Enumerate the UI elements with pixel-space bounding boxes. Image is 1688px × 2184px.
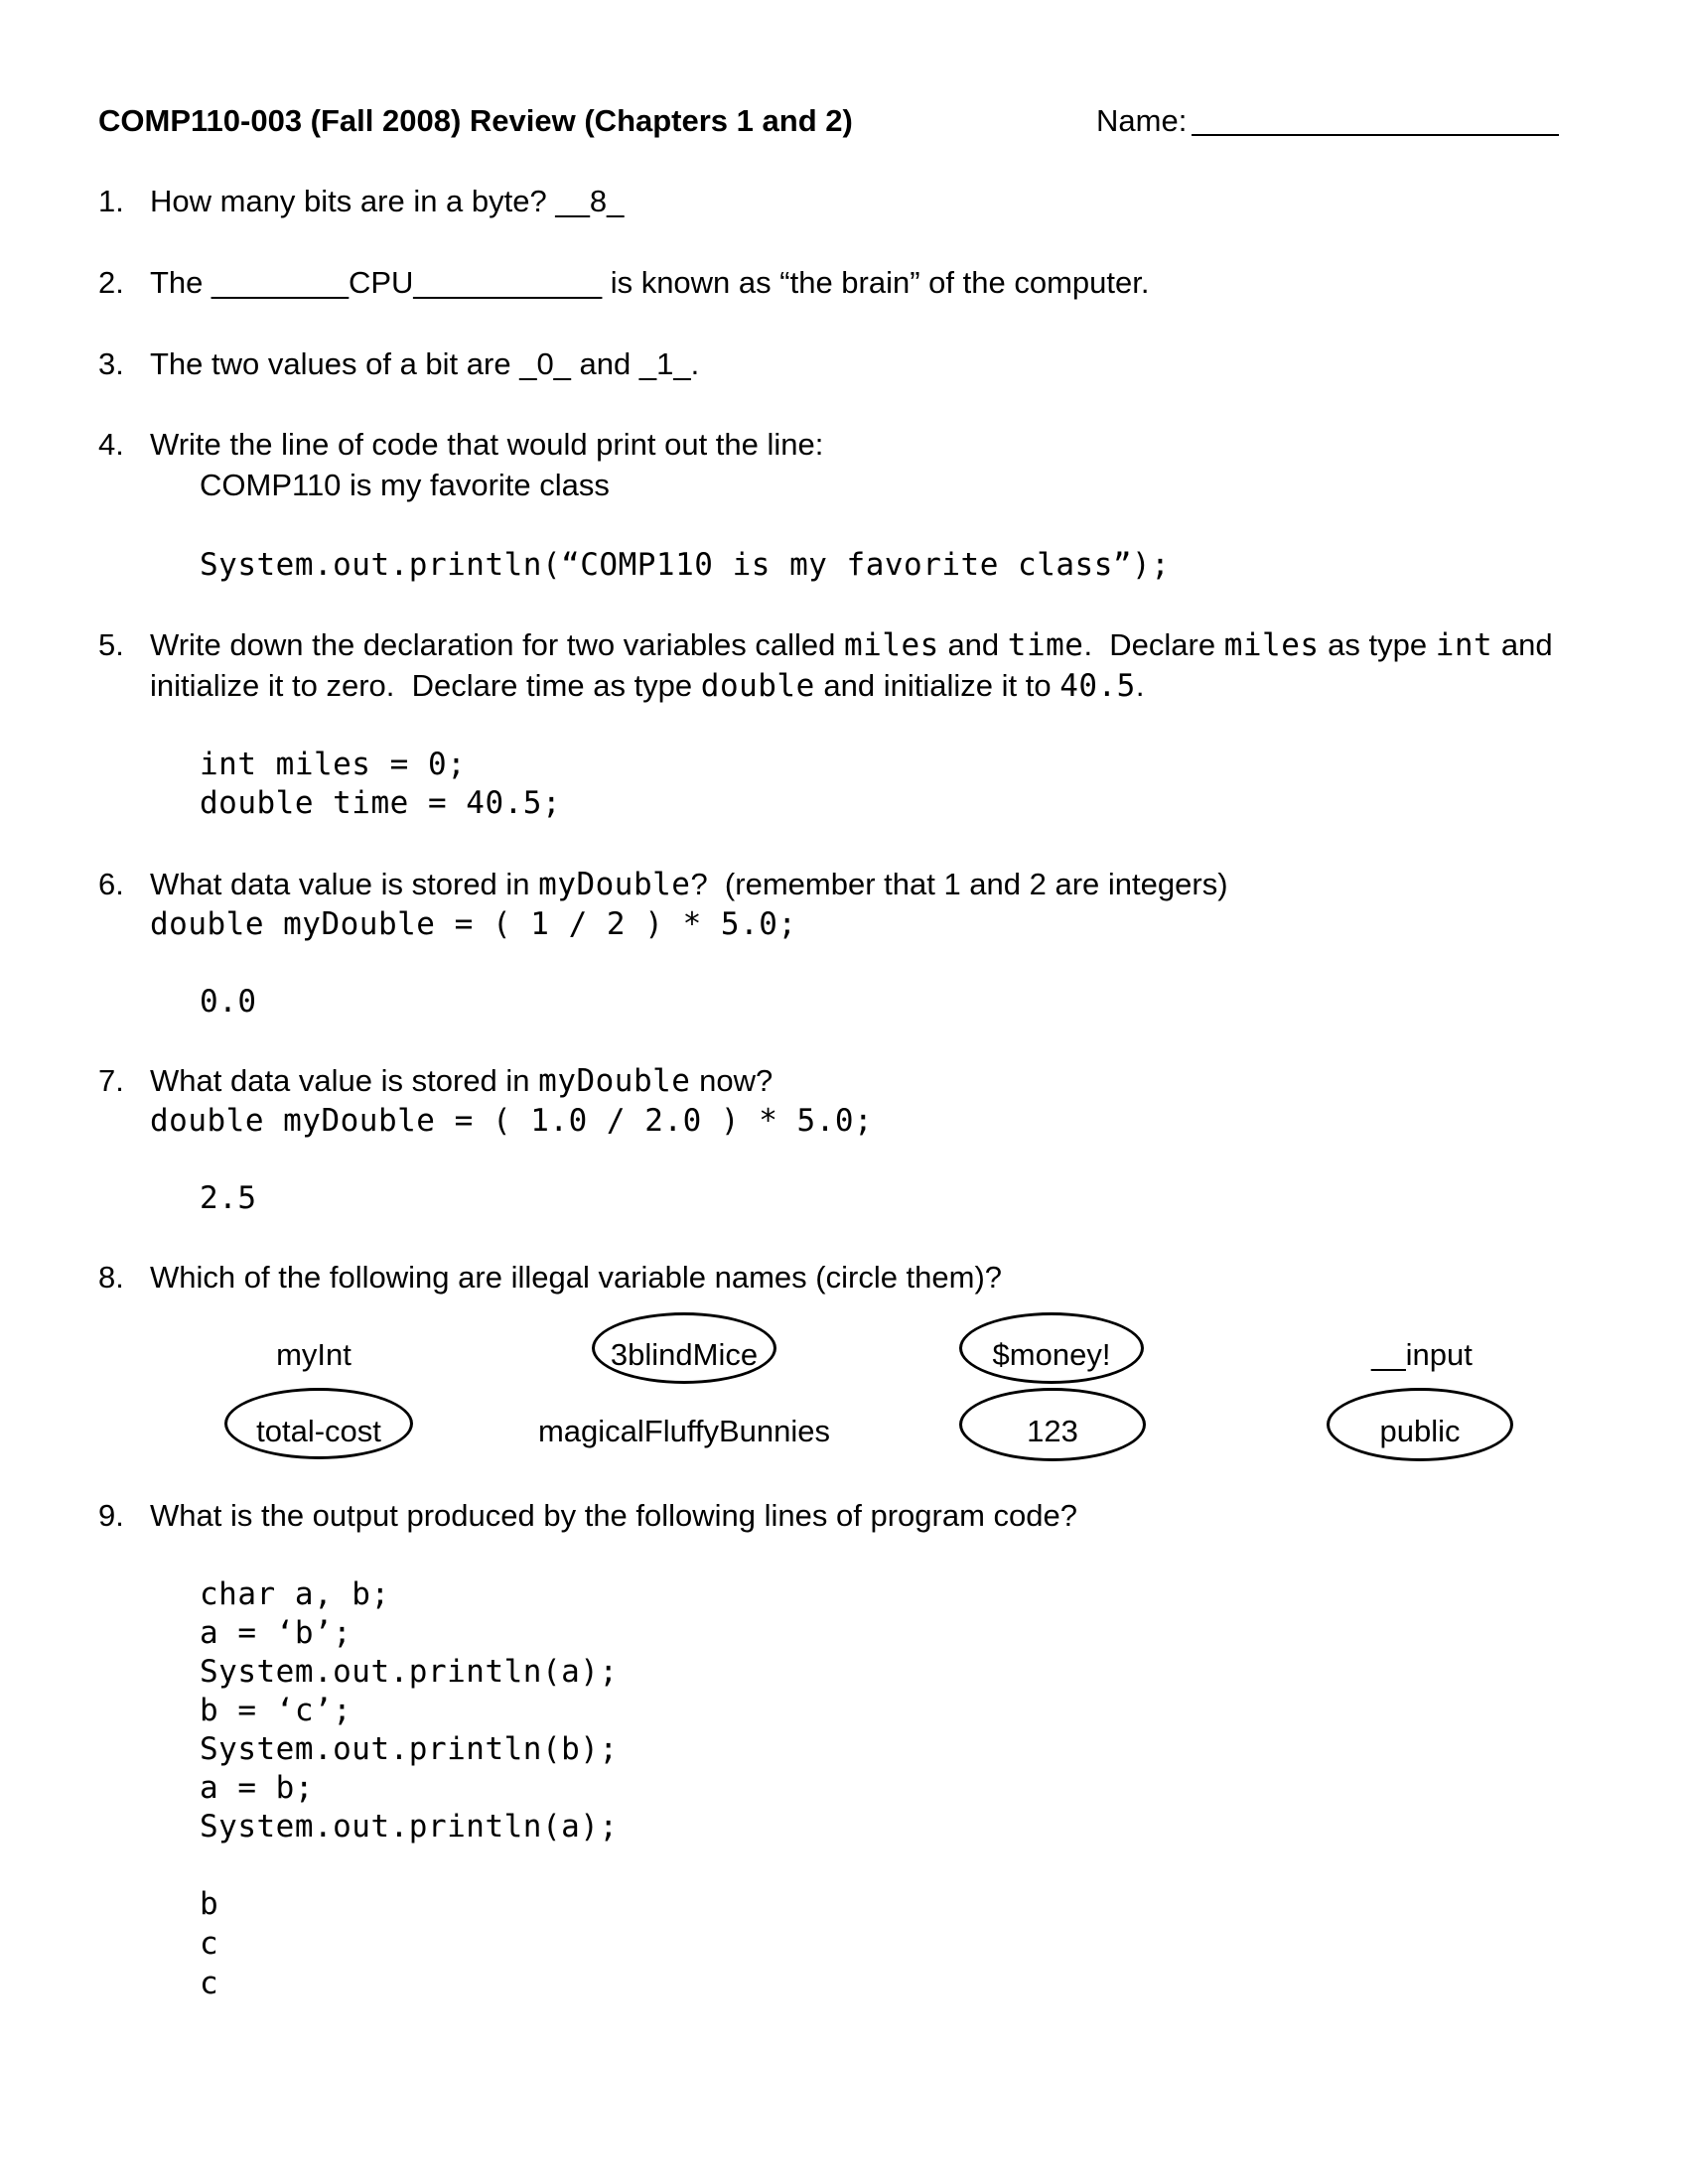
question-9-output-line: c [200, 1966, 219, 2001]
varname-myint: myInt [276, 1337, 352, 1372]
question-6-code: double myDouble = ( 1 / 2 ) * 5.0; [150, 906, 797, 942]
name-field-line[interactable] [1192, 134, 1559, 136]
name-label: Name: [1096, 103, 1188, 138]
question-5-answer-1: int miles = 0; [200, 747, 467, 782]
q5-code-miles-2: miles [1223, 627, 1320, 663]
question-1-text: How many bits are in a byte? __8_ [150, 184, 625, 218]
question-2-text [150, 265, 1149, 301]
question-8-text: Which of the following are illegal variable names (circle them)? [150, 1260, 1003, 1295]
q6-code-mydouble: myDouble [538, 867, 691, 902]
question-9-code-line: a = b; [200, 1770, 314, 1806]
question-9-text: What is the output produced by the following lines of program code? [150, 1498, 1077, 1533]
question-9-number: 9. [98, 1498, 124, 1533]
question-7-code: double myDouble = ( 1.0 / 2.0 ) * 5.0; [150, 1103, 874, 1139]
q5-code-double: double [700, 668, 815, 704]
varname-money: $money! [992, 1337, 1111, 1372]
varname-3blindmice: 3blindMice [610, 1337, 759, 1372]
question-2-blank: ___________ [413, 265, 603, 300]
question-9-code-line: System.out.println(b); [200, 1731, 619, 1767]
question-9-code-line: System.out.println(a); [200, 1654, 619, 1690]
question-9-output-line: c [200, 1926, 219, 1962]
question-7-number: 7. [98, 1063, 124, 1098]
q5-t2: and [938, 627, 1008, 662]
q5-code-value: 40.5 [1059, 668, 1136, 704]
question-2-number: 2. [98, 265, 124, 300]
question-8-number: 8. [98, 1260, 124, 1295]
varname-magicalfluffybunnies: magicalFluffyBunnies [537, 1414, 831, 1448]
q7-code-mydouble: myDouble [538, 1063, 691, 1099]
question-4-number: 4. [98, 427, 124, 462]
q5-t3: . Declare [1083, 627, 1224, 662]
question-9-code-line: b = ‘c’; [200, 1693, 352, 1728]
q5-t6: initialize it to zero. Declare time as type [150, 668, 701, 703]
page-title: COMP110-003 (Fall 2008) Review (Chapters 1 and 2) [98, 103, 853, 138]
question-6-text [150, 867, 1228, 902]
question-7-answer: 2.5 [200, 1180, 257, 1216]
question-5-line-1 [150, 627, 1553, 663]
q5-t1: Write down the declaration for two variables called [150, 627, 844, 662]
question-4-line: COMP110 is my favorite class [200, 468, 610, 502]
q5-t4: as type [1319, 627, 1436, 662]
question-6-number: 6. [98, 867, 124, 901]
q5-t5: and [1492, 627, 1553, 662]
question-2-after: is known as “the brain” of the computer. [602, 265, 1150, 300]
question-3-number: 3. [98, 346, 124, 381]
q6-t1: What data value is stored in [150, 867, 539, 901]
q5-code-miles: miles [844, 627, 939, 663]
question-6-answer: 0.0 [200, 984, 257, 1020]
q7-t2: now? [690, 1063, 774, 1098]
q5-t7: and initialize it to [814, 668, 1060, 703]
q5-code-int: int [1435, 627, 1493, 663]
varname-input: __input [1371, 1337, 1473, 1372]
varname-total-cost: total-cost [256, 1414, 381, 1448]
question-7-text [150, 1063, 773, 1099]
question-5-answer-2: double time = 40.5; [200, 785, 562, 821]
q7-t1: What data value is stored in [150, 1063, 539, 1098]
q6-t2: ? (remember that 1 and 2 are integers) [690, 867, 1228, 901]
q5-code-time: time [1007, 627, 1084, 663]
question-9-code-line: a = ‘b’; [200, 1615, 352, 1651]
question-3-text: The two values of a bit are _0_ and _1_. [150, 346, 700, 381]
q5-t8: . [1135, 668, 1145, 703]
question-9-output-line: b [200, 1886, 219, 1922]
question-5-line-2 [150, 668, 1144, 704]
question-9-code-line: char a, b; [200, 1576, 390, 1612]
question-5-number: 5. [98, 627, 124, 662]
question-4-text: Write the line of code that would print out the line: [150, 427, 824, 462]
varname-123: 123 [1027, 1414, 1078, 1448]
question-1-number: 1. [98, 184, 124, 218]
question-4-answer: System.out.println(“COMP110 is my favorite class”); [200, 547, 1171, 583]
question-2-before: The ________ [150, 265, 349, 300]
question-2-answer: CPU [348, 265, 414, 300]
question-9-code-line: System.out.println(a); [200, 1809, 619, 1844]
varname-public: public [1379, 1414, 1461, 1448]
